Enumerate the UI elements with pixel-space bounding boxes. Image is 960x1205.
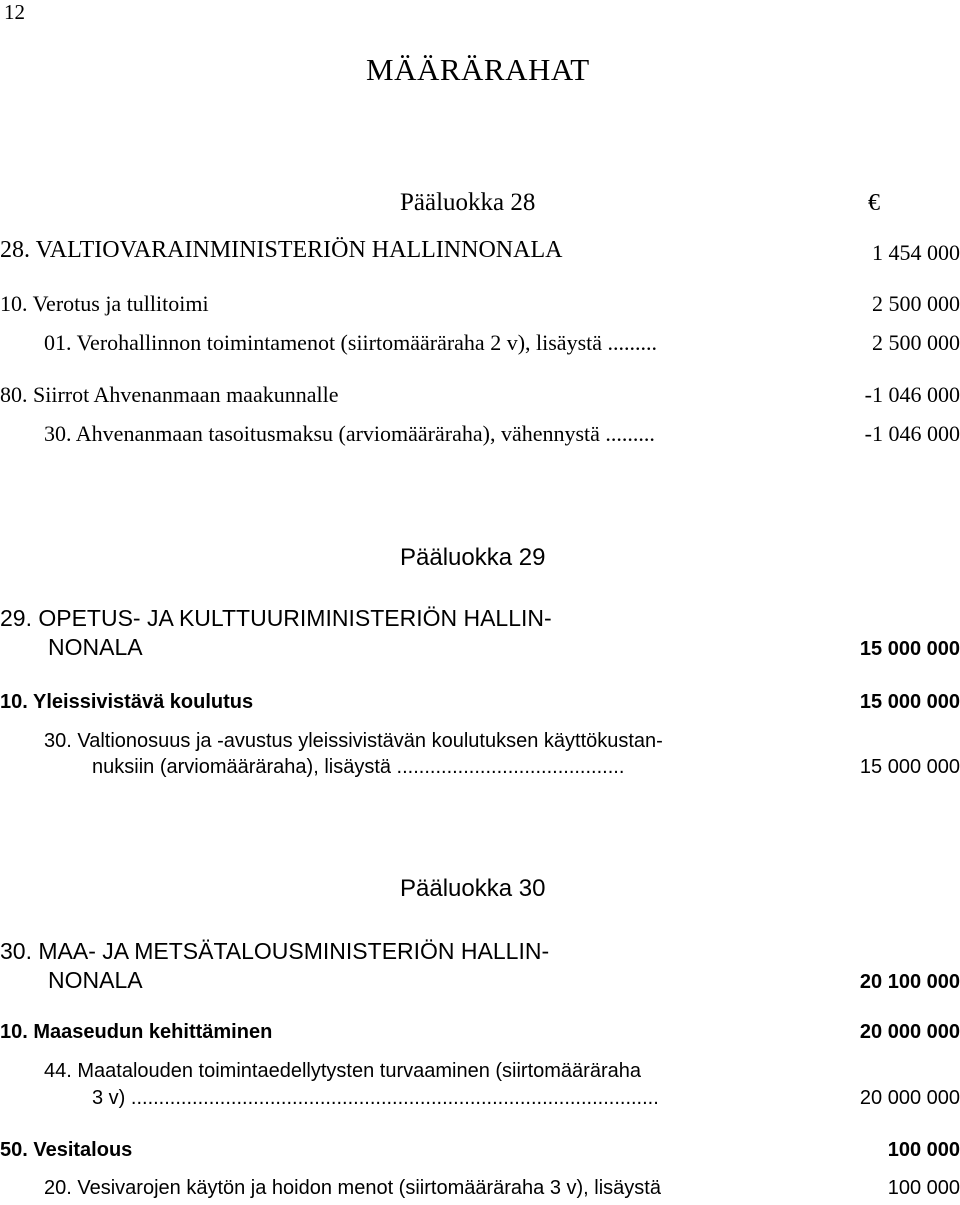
section-28-main-title: 28. VALTIOVARAINMINISTERIÖN HALLINNONALA: [0, 237, 563, 263]
section-30-row-1-amount: 20 000 000: [859, 1021, 960, 1043]
section-29-row-2-amount: 15 000 000: [859, 756, 960, 778]
section-30-row-3-label: 50. Vesitalous: [0, 1139, 133, 1161]
section-29-heading: Pääluokka 29: [400, 544, 546, 571]
section-30-row-2-label-line2: 3 v) ...............................................................................................: [92, 1087, 659, 1109]
section-30-row-2-label-line1: 44. Maatalouden toimintaedellytysten turvaaminen (siirtomääräraha: [44, 1060, 641, 1082]
section-30-row-2-amount: 20 000 000: [859, 1087, 960, 1109]
section-29-main-amount: 15 000 000: [859, 638, 960, 660]
section-28-row-2-amount: 2 500 000: [872, 330, 960, 355]
section-28-row-3-amount: -1 046 000: [864, 382, 960, 407]
section-29-row-2-label-line2: nuksiin (arviomääräraha), lisäystä .........................................: [92, 756, 625, 778]
section-30-row-1-label: 10. Maaseudun kehittäminen: [0, 1021, 273, 1043]
section-29-row-2-label-line1: 30. Valtionosuus ja -avustus yleissivistävän koulutuksen käyttökustan-: [44, 730, 663, 752]
section-30-main-amount: 20 100 000: [859, 971, 960, 993]
currency-symbol: €: [868, 190, 880, 216]
section-30-main-title-line1: 30. MAA- JA METSÄTALOUSMINISTERIÖN HALLIN-: [0, 938, 550, 964]
section-28-row-1-label: 10. Verotus ja tullitoimi: [0, 291, 209, 316]
section-30-row-4-amount: 100 000: [887, 1177, 960, 1199]
section-30-row-4-label: 20. Vesivarojen käytön ja hoidon menot (siirtomääräraha 3 v), lisäystä: [44, 1177, 661, 1199]
page-number: 12: [4, 0, 25, 24]
section-29-main-title-line2: NONALA: [48, 634, 143, 660]
section-28-row-4-amount: -1 046 000: [864, 421, 960, 446]
section-28-main-amount: 1 454 000: [872, 240, 960, 265]
section-28-row-4-label: 30. Ahvenanmaan tasoitusmaksu (arviomääräraha), vähennystä .........: [44, 421, 655, 446]
section-29-row-1-label: 10. Yleissivistävä koulutus: [0, 691, 254, 713]
section-29-row-1-amount: 15 000 000: [859, 691, 960, 713]
section-28-row-1-amount: 2 500 000: [872, 291, 960, 316]
section-29-main-title-line1: 29. OPETUS- JA KULTTUURIMINISTERIÖN HALLIN-: [0, 605, 552, 631]
page-title: MÄÄRÄRAHAT: [366, 52, 590, 87]
section-28-row-2-label: 01. Verohallinnon toimintamenot (siirtomääräraha 2 v), lisäystä .........: [44, 330, 658, 355]
section-28-heading: Pääluokka 28: [400, 189, 536, 216]
section-30-row-3-amount: 100 000: [887, 1139, 960, 1161]
section-30-main-title-line2: NONALA: [48, 967, 143, 993]
section-30-heading: Pääluokka 30: [400, 875, 546, 902]
section-28-row-3-label: 80. Siirrot Ahvenanmaan maakunnalle: [0, 382, 339, 407]
